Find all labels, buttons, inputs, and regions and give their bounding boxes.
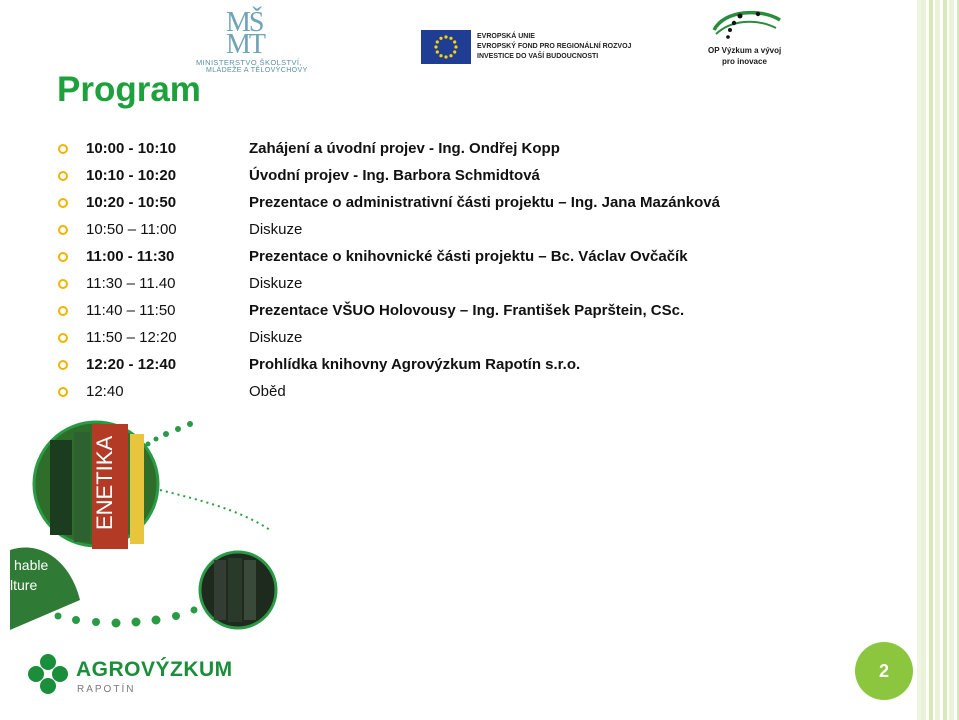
agenda-time: 10:50 – 11:00: [86, 221, 177, 238]
agenda-desc: Zahájení a úvodní projev - Ing. Ondřej Kopp: [249, 140, 560, 157]
bullet-icon: [58, 171, 68, 181]
page-title: Program: [57, 70, 201, 109]
agenda-time: 12:40: [86, 383, 124, 400]
bullet-icon: [58, 225, 68, 235]
agenda-desc: Diskuze: [249, 275, 303, 292]
agrovyzkum-logo-icon: [24, 650, 72, 698]
agenda-desc: Prohlídka knihovny Agrovýzkum Rapotín s.r.o.: [249, 356, 581, 373]
bullet-icon: [58, 252, 68, 262]
agenda-time: 10:10 - 10:20: [86, 167, 177, 184]
bullet-icon: [58, 333, 68, 343]
svg-text:lture: lture: [10, 577, 38, 593]
msmt-line1: MINISTERSTVO ŠKOLSTVÍ,: [196, 58, 302, 67]
agenda-time: 11:40 – 11:50: [86, 302, 176, 319]
eu-line1: EVROPSKÁ UNIE: [477, 33, 535, 40]
op-swoosh-icon: [706, 6, 786, 46]
agenda-desc: Prezentace o administrativní části projektu – Ing. Jana Mazánková: [249, 194, 720, 211]
agenda-time: 12:20 - 12:40: [86, 356, 177, 373]
eu-line3: INVESTICE DO VAŠÍ BUDOUCNOSTI: [477, 53, 599, 60]
bullet-icon: [58, 360, 68, 370]
agenda-desc: Prezentace o knihovnické části projektu – Bc. Václav Ovčačík: [249, 248, 688, 265]
agenda-time: 10:00 - 10:10: [86, 140, 177, 157]
agenda-time: 11:50 – 12:20: [86, 329, 177, 346]
logo-sub: RAPOTÍN: [77, 684, 136, 695]
agenda-desc: Diskuze: [249, 221, 303, 238]
eu-text: [477, 32, 631, 62]
msmt-logo: [196, 7, 318, 74]
op-line1: OP Výzkum a vývoj: [708, 46, 782, 55]
svg-text:ENETIKA: ENETIKA: [92, 435, 117, 530]
agenda-time: 11:00 - 11:30: [86, 248, 175, 265]
bullet-icon: [58, 279, 68, 289]
eu-flag-icon: [421, 30, 471, 64]
decorative-stripes: [921, 0, 959, 720]
page-number-badge: 2: [855, 642, 913, 700]
bullet-icon: [58, 306, 68, 316]
bullet-icon: [58, 387, 68, 397]
agenda-time: 11:30 – 11.40: [86, 275, 176, 292]
logo-name: AGROVÝZKUM: [76, 658, 233, 681]
eu-line2: EVROPSKÝ FOND PRO REGIONÁLNÍ ROZVOJ: [477, 43, 632, 50]
agenda-time: 10:20 - 10:50: [86, 194, 177, 211]
agenda-desc: Úvodní projev - Ing. Barbora Schmidtová: [249, 167, 540, 184]
agrovyzkum-logo: [24, 650, 233, 700]
msmt-mark-icon: MŠ MT: [226, 7, 264, 60]
op-line2: pro inovace: [722, 57, 767, 66]
svg-text:hable: hable: [14, 557, 49, 573]
books-decoration: [0, 410, 280, 640]
op-vavpi-logo: [706, 6, 786, 72]
agenda-desc: Oběd: [249, 383, 286, 400]
msmt-line2: MLÁDEŽE A TĚLOVÝCHOVY: [206, 67, 308, 74]
agenda-desc: Diskuze: [249, 329, 303, 346]
bullet-icon: [58, 198, 68, 208]
eu-logo: [421, 30, 632, 68]
bullet-icon: [58, 144, 68, 154]
agenda-desc: Prezentace VŠUO Holovousy – Ing. František Paprštein, CSc.: [249, 302, 685, 319]
